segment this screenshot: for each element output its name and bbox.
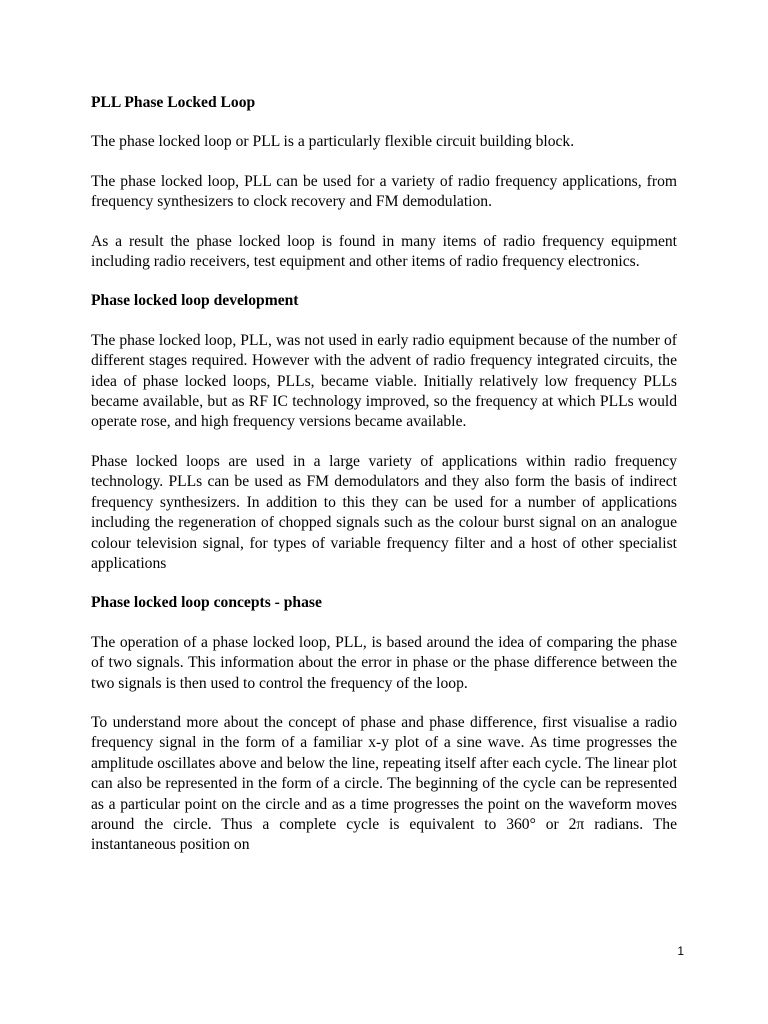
section-heading-phase: Phase locked loop concepts - phase bbox=[91, 594, 322, 612]
intro-paragraph-2: The phase locked loop, PLL can be used for a variety of radio frequency applications, from frequency synthesizers to clock recovery and FM demodulation. bbox=[91, 172, 677, 211]
page-number: 1 bbox=[677, 944, 684, 958]
intro-paragraph-3: As a result the phase locked loop is found in many items of radio frequency equipment including radio receivers, test equipment and other items of radio frequency electronics. bbox=[91, 232, 677, 271]
document-title: PLL Phase Locked Loop bbox=[91, 94, 256, 111]
intro-paragraph-1: The phase locked loop or PLL is a particularly flexible circuit building block. bbox=[91, 133, 575, 151]
development-paragraph-1: The phase locked loop, PLL, was not used in early radio equipment because of the number of different stages required. However with the advent of radio frequency integrated circuits, the idea of phase locked loops, PLLs, became viable. Initially relatively low frequency PLLs became available, but as RF IC technology improved, so the frequency at which PLLs would operate rose, and high frequency versions became available. bbox=[91, 331, 677, 431]
phase-paragraph-2: To understand more about the concept of phase and phase difference, first visualise a radio frequency signal in the form of a familiar x-y plot of a sine wave. As time progresses the amplitude oscillates above and below the line, repeating itself after each cycle. The linear plot can also be represented in the form of a circle. The beginning of the cycle can be represented as a particular point on the circle and as a time progresses the point on the waveform moves around the circle. Thus a complete cycle is equivalent to 360° or 2π radians. The instantaneous position on bbox=[91, 713, 677, 854]
section-heading-development: Phase locked loop development bbox=[91, 292, 299, 310]
phase-paragraph-1: The operation of a phase locked loop, PLL, is based around the idea of comparing the phase of two signals. This information about the error in phase or the phase difference between the two signals is then used to control the frequency of the loop. bbox=[91, 633, 677, 692]
development-paragraph-2: Phase locked loops are used in a large variety of applications within radio frequency technology. PLLs can be used as FM demodulators and they also form the basis of indirect frequency synthesizers. In addition to this they can be used for a number of applications including the regeneration of chopped signals such as the colour burst signal on an analogue colour television signal, for types of variable frequency filter and a host of other specialist applications bbox=[91, 452, 677, 572]
document-body bbox=[91, 93, 677, 875]
